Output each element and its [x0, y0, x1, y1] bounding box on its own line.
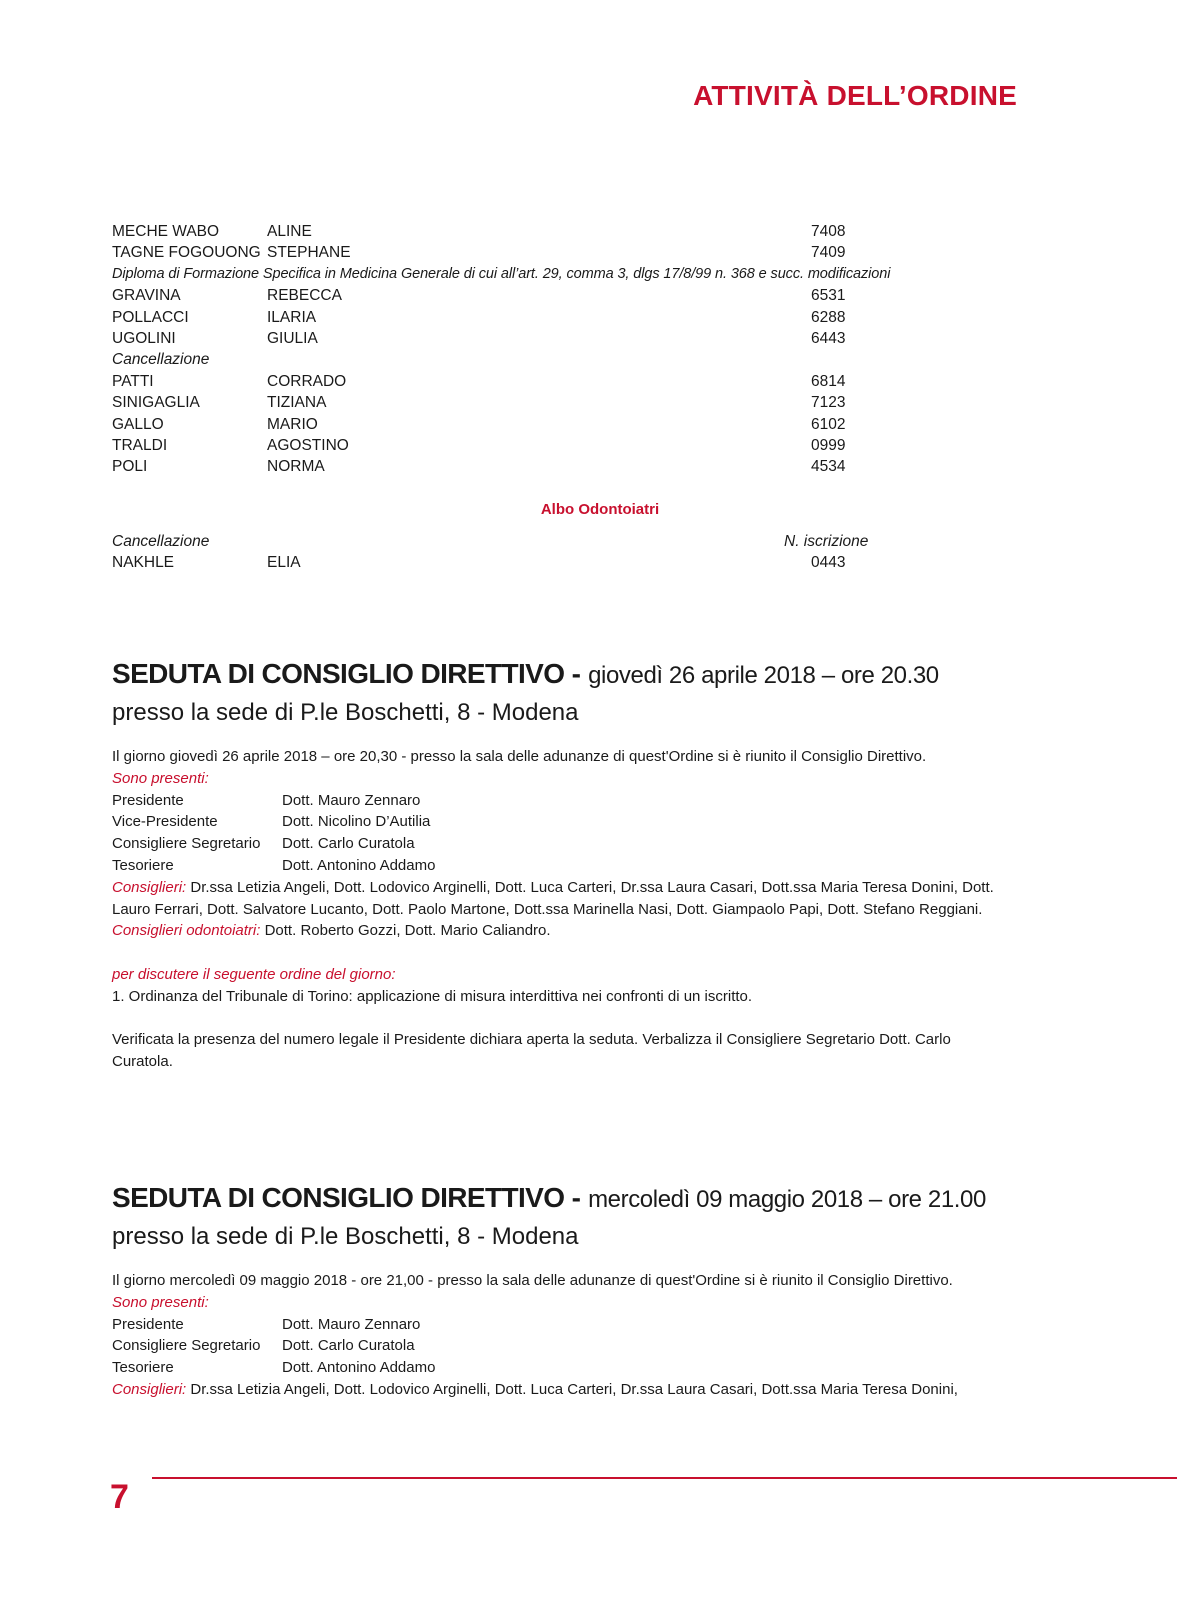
list-row [112, 371, 1012, 392]
registration-number: 6443 [811, 329, 846, 347]
first-name: TIZIANA [267, 394, 327, 412]
page-number: 7 [110, 1478, 129, 1516]
seduta-section-2 [112, 1180, 1012, 1401]
list-row [112, 242, 1012, 263]
footer-divider [152, 1477, 1177, 1479]
odontoiatri-names: Dott. Roberto Gozzi, Dott. Mario Caliandro. [264, 922, 551, 940]
consiglieri-label: Consiglieri: [112, 878, 187, 896]
cancellazione-heading-row [112, 349, 1012, 370]
iscritti-list [112, 221, 1012, 478]
surname: TRALDI [112, 436, 168, 454]
seduta-subtitle: presso la sede di P.le Boschetti, 8 - Modena [112, 699, 579, 726]
cancellazione-heading: Cancellazione [112, 351, 210, 369]
ordine-del-giorno-label: per discutere il seguente ordine del giorno: [112, 965, 396, 983]
presenti-row [112, 1314, 1012, 1336]
first-name: NORMA [267, 458, 325, 476]
surname: UGOLINI [112, 329, 176, 347]
albo-odontoiatri-list [112, 531, 1012, 574]
list-row [112, 307, 1012, 328]
registration-number: 7408 [811, 223, 846, 240]
consiglieri-names: Dr.ssa Letizia Angeli, Dott. Lodovico Arginelli, Dott. Luca Carteri, Dr.ssa Laura Casari, Dott.ssa Maria Teresa Donini, [190, 1380, 958, 1398]
list-row [112, 221, 1012, 242]
surname: MECHE WABO [112, 223, 220, 240]
surname: SINIGAGLIA [112, 394, 200, 412]
diploma-caption: Diploma di Formazione Specifica in Medicina Generale di cui all’art. 29, comma 3, dlgs 17/8/99 n. 368 e succ. modificazioni [112, 265, 891, 282]
role: Vice-Presidente [112, 813, 218, 831]
registration-number: 0443 [811, 554, 846, 572]
surname: NAKHLE [112, 554, 175, 572]
presenti-label: Sono presenti: [112, 1293, 209, 1311]
role: Tesoriere [112, 856, 174, 874]
seduta-title-date: giovedì 26 aprile 2018 – ore 20.30 [588, 662, 939, 689]
presenti-row [112, 790, 1012, 812]
seduta-title-bold: SEDUTA DI CONSIGLIO DIRETTIVO - [112, 658, 581, 689]
person-name: Dott. Antonino Addamo [282, 856, 436, 874]
presenti-row [112, 855, 1012, 877]
odontoiatri-paragraph [112, 920, 1012, 942]
seduta-body [112, 746, 1012, 1073]
seduta-body [112, 1270, 1012, 1401]
role: Consigliere Segretario [112, 835, 261, 853]
diploma-caption-row [112, 264, 1012, 285]
surname: GRAVINA [112, 287, 181, 305]
seduta-title-bold: SEDUTA DI CONSIGLIO DIRETTIVO - [112, 1182, 581, 1213]
first-name: MARIO [267, 415, 318, 433]
albo-odontoiatri-title: Albo Odontoiatri [540, 501, 660, 518]
list-row [112, 285, 1012, 306]
person-name: Dott. Carlo Curatola [282, 1337, 415, 1355]
first-name: REBECCA [267, 287, 342, 305]
seduta-intro: Il giorno giovedì 26 aprile 2018 – ore 20,30 - presso la sala delle adunanze di quest'Ordine si è riunito il Consiglio Direttivo. [112, 748, 927, 765]
registration-number: 6814 [811, 372, 846, 390]
first-name: CORRADO [267, 372, 347, 390]
first-name: ALINE [267, 223, 312, 240]
list-row [112, 328, 1012, 349]
presenti-label: Sono presenti: [112, 769, 209, 787]
registration-number: 6102 [811, 415, 846, 433]
surname: POLLACCI [112, 308, 189, 326]
consiglieri-paragraph [112, 1379, 1012, 1401]
presenti-row [112, 811, 1012, 833]
consiglieri-label: Consiglieri: [112, 1380, 187, 1398]
surname: POLI [112, 458, 148, 476]
verifica-paragraph: Verificata la presenza del numero legale il Presidente dichiara aperta la seduta. Verbalizza il Consigliere Segretario Dott. Carlo Curatola. [112, 1031, 951, 1071]
surname: PATTI [112, 372, 154, 390]
odontoiatri-label: Consiglieri odontoiatri: [112, 922, 261, 940]
registration-number: 6531 [811, 287, 846, 305]
list-row [112, 456, 1012, 477]
registration-number: 6288 [811, 308, 846, 326]
registration-number: 0999 [811, 436, 846, 454]
presenti-row [112, 1357, 1012, 1379]
presenti-row [112, 1335, 1012, 1357]
seduta-subtitle: presso la sede di P.le Boschetti, 8 - Modena [112, 1223, 579, 1250]
seduta-title [112, 1180, 1012, 1218]
cancellazione-heading: Cancellazione [112, 533, 210, 550]
seduta-title-date: mercoledì 09 maggio 2018 – ore 21.00 [588, 1186, 986, 1213]
person-name: Dott. Nicolino D’Autilia [282, 813, 431, 831]
list-row [112, 414, 1012, 435]
registration-number: 7409 [811, 244, 846, 262]
role: Tesoriere [112, 1359, 174, 1377]
list-row [112, 552, 1012, 573]
person-name: Dott. Mauro Zennaro [282, 791, 421, 809]
seduta-intro: Il giorno mercoledì 09 maggio 2018 - ore 21,00 - presso la sala delle adunanze di quest'Ordine si è riunito il Consiglio Direttivo. [112, 1272, 953, 1289]
section-header-title: ATTIVITÀ DELL’ORDINE [693, 80, 1017, 111]
person-name: Dott. Antonino Addamo [282, 1359, 436, 1377]
person-name: Dott. Carlo Curatola [282, 835, 415, 853]
list-row [112, 435, 1012, 456]
registration-number: 4534 [811, 458, 846, 476]
first-name: AGOSTINO [267, 436, 349, 454]
presenti-row [112, 833, 1012, 855]
seduta-title [112, 656, 1012, 694]
albo-header-row [112, 531, 1012, 552]
first-name: GIULIA [267, 329, 318, 347]
registration-number: 7123 [811, 394, 846, 412]
role: Consigliere Segretario [112, 1337, 261, 1355]
first-name: STEPHANE [267, 244, 351, 262]
surname: TAGNE FOGOUONG [112, 244, 261, 262]
surname: GALLO [112, 415, 164, 433]
consiglieri-paragraph [112, 877, 1012, 921]
ordine-del-giorno-item: 1. Ordinanza del Tribunale di Torino: applicazione di misura interdittiva nei confronti di un iscritto. [112, 987, 753, 1005]
first-name: ELIA [267, 554, 301, 572]
person-name: Dott. Mauro Zennaro [282, 1315, 421, 1333]
list-row [112, 392, 1012, 413]
consiglieri-names: Dr.ssa Letizia Angeli, Dott. Lodovico Arginelli, Dott. Luca Carteri, Dr.ssa Laura Casari, Dott.ssa Maria Teresa Donini, Dott. Lauro Ferrari, Dott. Salvatore Lucanto, Dott. Paolo Martone, Dott.ssa Marinella Nasi, Dott. Giampaolo Papi, Dott. Stefano Reggiani. [112, 878, 994, 918]
role: Presidente [112, 791, 184, 809]
first-name: ILARIA [267, 308, 317, 326]
role: Presidente [112, 1315, 184, 1333]
n-iscrizione-heading: N. iscrizione [784, 533, 869, 550]
seduta-section-1 [112, 656, 1012, 1073]
